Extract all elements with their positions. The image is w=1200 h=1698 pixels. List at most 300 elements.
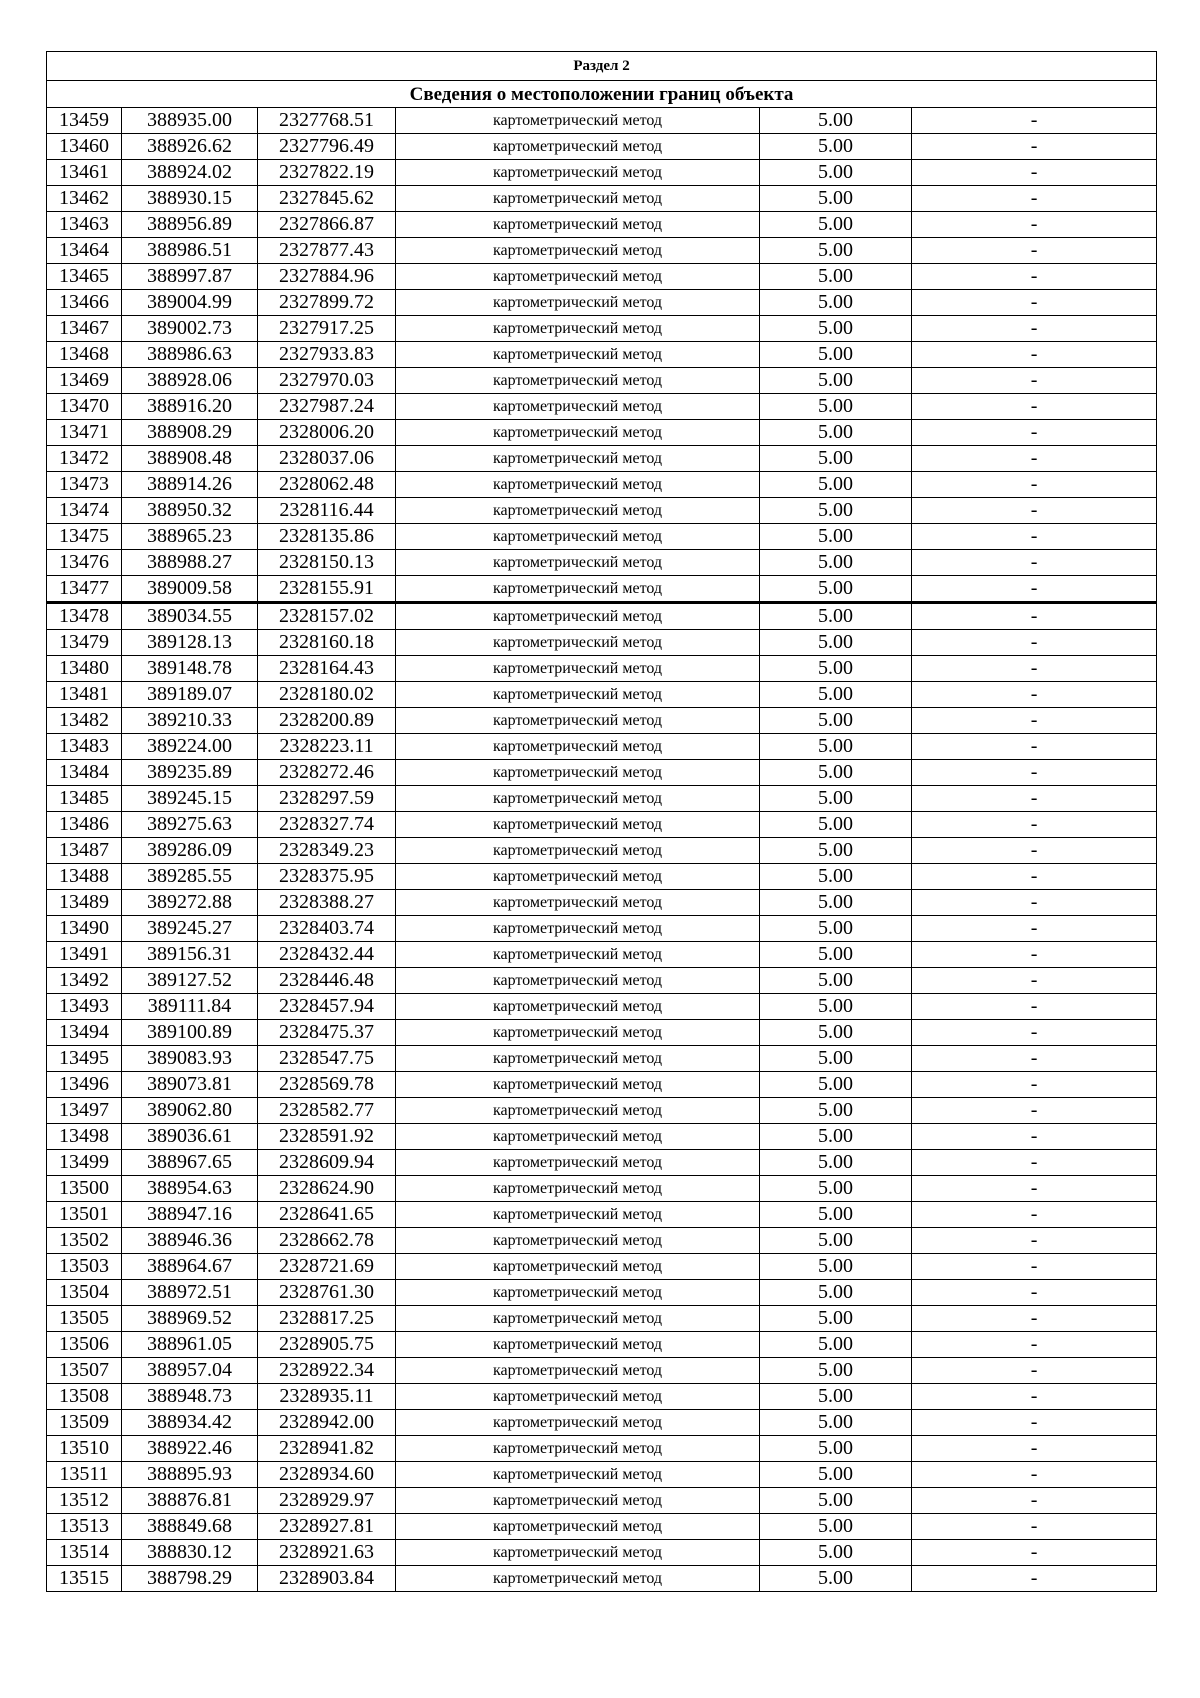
x-coordinate-cell: 388928.06 [122, 368, 258, 394]
accuracy-cell: 5.00 [760, 368, 912, 394]
method-cell: картометрический метод [396, 316, 760, 342]
table-row [47, 1566, 1157, 1592]
accuracy-cell: 5.00 [760, 1202, 912, 1228]
method-cell: картометрический метод [396, 212, 760, 238]
method-cell: картометрический метод [396, 1462, 760, 1488]
description-cell: - [912, 968, 1157, 994]
point-number-cell: 13511 [47, 1462, 122, 1488]
table-row [47, 1176, 1157, 1202]
accuracy-cell: 5.00 [760, 1020, 912, 1046]
description-cell: - [912, 1488, 1157, 1514]
y-coordinate-cell: 2328432.44 [258, 942, 396, 968]
method-cell: картометрический метод [396, 550, 760, 576]
accuracy-cell: 5.00 [760, 890, 912, 916]
accuracy-cell: 5.00 [760, 472, 912, 498]
table-row [47, 838, 1157, 864]
accuracy-cell: 5.00 [760, 942, 912, 968]
accuracy-cell: 5.00 [760, 342, 912, 368]
point-number-cell: 13515 [47, 1566, 122, 1592]
x-coordinate-cell: 388922.46 [122, 1436, 258, 1462]
point-number-cell: 13499 [47, 1150, 122, 1176]
description-cell: - [912, 1436, 1157, 1462]
method-cell: картометрический метод [396, 1228, 760, 1254]
x-coordinate-cell: 388876.81 [122, 1488, 258, 1514]
table-row [47, 734, 1157, 760]
section-title: Раздел 2 [47, 52, 1157, 81]
method-cell: картометрический метод [396, 682, 760, 708]
table-row [47, 1046, 1157, 1072]
y-coordinate-cell: 2328160.18 [258, 630, 396, 656]
table-row [47, 1436, 1157, 1462]
description-cell: - [912, 812, 1157, 838]
accuracy-cell: 5.00 [760, 682, 912, 708]
y-coordinate-cell: 2327987.24 [258, 394, 396, 420]
description-cell: - [912, 1540, 1157, 1566]
point-number-cell: 13484 [47, 760, 122, 786]
point-number-cell: 13485 [47, 786, 122, 812]
description-cell: - [912, 682, 1157, 708]
accuracy-cell: 5.00 [760, 994, 912, 1020]
table-row [47, 472, 1157, 498]
accuracy-cell: 5.00 [760, 916, 912, 942]
accuracy-cell: 5.00 [760, 524, 912, 550]
accuracy-cell: 5.00 [760, 550, 912, 576]
description-cell: - [912, 524, 1157, 550]
description-cell: - [912, 1228, 1157, 1254]
table-row [47, 238, 1157, 264]
y-coordinate-cell: 2327845.62 [258, 186, 396, 212]
accuracy-cell: 5.00 [760, 1462, 912, 1488]
description-cell: - [912, 734, 1157, 760]
accuracy-cell: 5.00 [760, 1436, 912, 1462]
method-cell: картометрический метод [396, 420, 760, 446]
y-coordinate-cell: 2328609.94 [258, 1150, 396, 1176]
table-row [47, 316, 1157, 342]
description-cell: - [912, 864, 1157, 890]
description-cell: - [912, 916, 1157, 942]
point-number-cell: 13477 [47, 576, 122, 603]
x-coordinate-cell: 388947.16 [122, 1202, 258, 1228]
table-row [47, 498, 1157, 524]
method-cell: картометрический метод [396, 368, 760, 394]
y-coordinate-cell: 2328927.81 [258, 1514, 396, 1540]
x-coordinate-cell: 388986.63 [122, 342, 258, 368]
table-row [47, 1462, 1157, 1488]
accuracy-cell: 5.00 [760, 212, 912, 238]
description-cell: - [912, 160, 1157, 186]
x-coordinate-cell: 388969.52 [122, 1306, 258, 1332]
method-cell: картометрический метод [396, 472, 760, 498]
table-row [47, 524, 1157, 550]
x-coordinate-cell: 389062.80 [122, 1098, 258, 1124]
y-coordinate-cell: 2328935.11 [258, 1384, 396, 1410]
y-coordinate-cell: 2327866.87 [258, 212, 396, 238]
accuracy-cell: 5.00 [760, 1280, 912, 1306]
point-number-cell: 13509 [47, 1410, 122, 1436]
y-coordinate-cell: 2328180.02 [258, 682, 396, 708]
x-coordinate-cell: 388908.29 [122, 420, 258, 446]
point-number-cell: 13488 [47, 864, 122, 890]
accuracy-cell: 5.00 [760, 1228, 912, 1254]
accuracy-cell: 5.00 [760, 603, 912, 630]
y-coordinate-cell: 2328905.75 [258, 1332, 396, 1358]
accuracy-cell: 5.00 [760, 1046, 912, 1072]
description-cell: - [912, 1124, 1157, 1150]
accuracy-cell: 5.00 [760, 420, 912, 446]
accuracy-cell: 5.00 [760, 264, 912, 290]
method-cell: картометрический метод [396, 942, 760, 968]
description-cell: - [912, 316, 1157, 342]
y-coordinate-cell: 2328761.30 [258, 1280, 396, 1306]
y-coordinate-cell: 2327877.43 [258, 238, 396, 264]
method-cell: картометрический метод [396, 864, 760, 890]
description-cell: - [912, 550, 1157, 576]
x-coordinate-cell: 388950.32 [122, 498, 258, 524]
point-number-cell: 13463 [47, 212, 122, 238]
x-coordinate-cell: 389245.15 [122, 786, 258, 812]
y-coordinate-cell: 2328388.27 [258, 890, 396, 916]
x-coordinate-cell: 388934.42 [122, 1410, 258, 1436]
x-coordinate-cell: 388957.04 [122, 1358, 258, 1384]
x-coordinate-cell: 388954.63 [122, 1176, 258, 1202]
y-coordinate-cell: 2328164.43 [258, 656, 396, 682]
x-coordinate-cell: 389004.99 [122, 290, 258, 316]
point-number-cell: 13494 [47, 1020, 122, 1046]
x-coordinate-cell: 389245.27 [122, 916, 258, 942]
point-number-cell: 13496 [47, 1072, 122, 1098]
method-cell: картометрический метод [396, 630, 760, 656]
point-number-cell: 13502 [47, 1228, 122, 1254]
description-cell: - [912, 368, 1157, 394]
x-coordinate-cell: 389083.93 [122, 1046, 258, 1072]
method-cell: картометрический метод [396, 1098, 760, 1124]
description-cell: - [912, 576, 1157, 603]
x-coordinate-cell: 388895.93 [122, 1462, 258, 1488]
y-coordinate-cell: 2327768.51 [258, 108, 396, 134]
y-coordinate-cell: 2328942.00 [258, 1410, 396, 1436]
point-number-cell: 13493 [47, 994, 122, 1020]
x-coordinate-cell: 388935.00 [122, 108, 258, 134]
accuracy-cell: 5.00 [760, 1332, 912, 1358]
table-row [47, 446, 1157, 472]
x-coordinate-cell: 389285.55 [122, 864, 258, 890]
description-cell: - [912, 994, 1157, 1020]
point-number-cell: 13514 [47, 1540, 122, 1566]
point-number-cell: 13492 [47, 968, 122, 994]
y-coordinate-cell: 2328934.60 [258, 1462, 396, 1488]
description-cell: - [912, 786, 1157, 812]
x-coordinate-cell: 389189.07 [122, 682, 258, 708]
description-cell: - [912, 342, 1157, 368]
point-number-cell: 13459 [47, 108, 122, 134]
x-coordinate-cell: 388930.15 [122, 186, 258, 212]
description-cell: - [912, 1462, 1157, 1488]
accuracy-cell: 5.00 [760, 1306, 912, 1332]
point-number-cell: 13482 [47, 708, 122, 734]
accuracy-cell: 5.00 [760, 864, 912, 890]
accuracy-cell: 5.00 [760, 1514, 912, 1540]
y-coordinate-cell: 2328624.90 [258, 1176, 396, 1202]
y-coordinate-cell: 2328475.37 [258, 1020, 396, 1046]
table-row [47, 1332, 1157, 1358]
point-number-cell: 13497 [47, 1098, 122, 1124]
y-coordinate-cell: 2328116.44 [258, 498, 396, 524]
point-number-cell: 13491 [47, 942, 122, 968]
table-row [47, 656, 1157, 682]
section-subtitle-row [47, 81, 1157, 108]
point-number-cell: 13495 [47, 1046, 122, 1072]
accuracy-cell: 5.00 [760, 1072, 912, 1098]
table-row [47, 394, 1157, 420]
point-number-cell: 13501 [47, 1202, 122, 1228]
table-row [47, 576, 1157, 603]
point-number-cell: 13466 [47, 290, 122, 316]
point-number-cell: 13505 [47, 1306, 122, 1332]
y-coordinate-cell: 2328903.84 [258, 1566, 396, 1592]
table-row [47, 420, 1157, 446]
x-coordinate-cell: 388849.68 [122, 1514, 258, 1540]
x-coordinate-cell: 388988.27 [122, 550, 258, 576]
x-coordinate-cell: 389156.31 [122, 942, 258, 968]
accuracy-cell: 5.00 [760, 1566, 912, 1592]
y-coordinate-cell: 2328403.74 [258, 916, 396, 942]
method-cell: картометрический метод [396, 1176, 760, 1202]
method-cell: картометрический метод [396, 1488, 760, 1514]
x-coordinate-cell: 389148.78 [122, 656, 258, 682]
description-cell: - [912, 290, 1157, 316]
description-cell: - [912, 890, 1157, 916]
description-cell: - [912, 1358, 1157, 1384]
method-cell: картометрический метод [396, 1280, 760, 1306]
accuracy-cell: 5.00 [760, 1098, 912, 1124]
y-coordinate-cell: 2328155.91 [258, 576, 396, 603]
accuracy-cell: 5.00 [760, 1124, 912, 1150]
point-number-cell: 13465 [47, 264, 122, 290]
method-cell: картометрический метод [396, 1020, 760, 1046]
y-coordinate-cell: 2327822.19 [258, 160, 396, 186]
point-number-cell: 13473 [47, 472, 122, 498]
x-coordinate-cell: 388924.02 [122, 160, 258, 186]
method-cell: картометрический метод [396, 890, 760, 916]
table-row [47, 1358, 1157, 1384]
y-coordinate-cell: 2328582.77 [258, 1098, 396, 1124]
accuracy-cell: 5.00 [760, 1384, 912, 1410]
description-cell: - [912, 238, 1157, 264]
y-coordinate-cell: 2328591.92 [258, 1124, 396, 1150]
method-cell: картометрический метод [396, 760, 760, 786]
x-coordinate-cell: 389036.61 [122, 1124, 258, 1150]
description-cell: - [912, 1384, 1157, 1410]
point-number-cell: 13474 [47, 498, 122, 524]
method-cell: картометрический метод [396, 1332, 760, 1358]
table-row [47, 1124, 1157, 1150]
y-coordinate-cell: 2328941.82 [258, 1436, 396, 1462]
accuracy-cell: 5.00 [760, 760, 912, 786]
y-coordinate-cell: 2328375.95 [258, 864, 396, 890]
accuracy-cell: 5.00 [760, 446, 912, 472]
description-cell: - [912, 108, 1157, 134]
table-row [47, 1020, 1157, 1046]
x-coordinate-cell: 388967.65 [122, 1150, 258, 1176]
y-coordinate-cell: 2328457.94 [258, 994, 396, 1020]
table-row [47, 760, 1157, 786]
accuracy-cell: 5.00 [760, 708, 912, 734]
description-cell: - [912, 212, 1157, 238]
method-cell: картометрический метод [396, 968, 760, 994]
method-cell: картометрический метод [396, 238, 760, 264]
y-coordinate-cell: 2327933.83 [258, 342, 396, 368]
method-cell: картометрический метод [396, 1150, 760, 1176]
y-coordinate-cell: 2328922.34 [258, 1358, 396, 1384]
method-cell: картометрический метод [396, 290, 760, 316]
y-coordinate-cell: 2328569.78 [258, 1072, 396, 1098]
description-cell: - [912, 838, 1157, 864]
method-cell: картометрический метод [396, 1514, 760, 1540]
table-row [47, 1306, 1157, 1332]
x-coordinate-cell: 389002.73 [122, 316, 258, 342]
y-coordinate-cell: 2327884.96 [258, 264, 396, 290]
accuracy-cell: 5.00 [760, 838, 912, 864]
table-row [47, 630, 1157, 656]
method-cell: картометрический метод [396, 446, 760, 472]
x-coordinate-cell: 389275.63 [122, 812, 258, 838]
point-number-cell: 13469 [47, 368, 122, 394]
x-coordinate-cell: 389235.89 [122, 760, 258, 786]
x-coordinate-cell: 388946.36 [122, 1228, 258, 1254]
table-row [47, 1098, 1157, 1124]
table-row [47, 708, 1157, 734]
y-coordinate-cell: 2328662.78 [258, 1228, 396, 1254]
description-cell: - [912, 630, 1157, 656]
point-number-cell: 13508 [47, 1384, 122, 1410]
x-coordinate-cell: 388965.23 [122, 524, 258, 550]
accuracy-cell: 5.00 [760, 108, 912, 134]
description-cell: - [912, 420, 1157, 446]
method-cell: картометрический метод [396, 812, 760, 838]
description-cell: - [912, 472, 1157, 498]
section-header-row [47, 52, 1157, 81]
description-cell: - [912, 1098, 1157, 1124]
table-row [47, 968, 1157, 994]
table-row [47, 890, 1157, 916]
description-cell: - [912, 264, 1157, 290]
description-cell: - [912, 1566, 1157, 1592]
y-coordinate-cell: 2328135.86 [258, 524, 396, 550]
point-number-cell: 13512 [47, 1488, 122, 1514]
point-number-cell: 13481 [47, 682, 122, 708]
method-cell: картометрический метод [396, 1540, 760, 1566]
table-row [47, 212, 1157, 238]
y-coordinate-cell: 2328327.74 [258, 812, 396, 838]
accuracy-cell: 5.00 [760, 786, 912, 812]
method-cell: картометрический метод [396, 734, 760, 760]
table-row [47, 1384, 1157, 1410]
description-cell: - [912, 1150, 1157, 1176]
x-coordinate-cell: 389073.81 [122, 1072, 258, 1098]
accuracy-cell: 5.00 [760, 734, 912, 760]
description-cell: - [912, 394, 1157, 420]
y-coordinate-cell: 2327970.03 [258, 368, 396, 394]
description-cell: - [912, 1332, 1157, 1358]
x-coordinate-cell: 388972.51 [122, 1280, 258, 1306]
method-cell: картометрический метод [396, 186, 760, 212]
table-row [47, 682, 1157, 708]
y-coordinate-cell: 2328157.02 [258, 603, 396, 630]
table-row [47, 550, 1157, 576]
description-cell: - [912, 446, 1157, 472]
table-row [47, 786, 1157, 812]
x-coordinate-cell: 388916.20 [122, 394, 258, 420]
method-cell: картометрический метод [396, 264, 760, 290]
table-row [47, 1254, 1157, 1280]
description-cell: - [912, 1072, 1157, 1098]
description-cell: - [912, 760, 1157, 786]
table-row [47, 1514, 1157, 1540]
x-coordinate-cell: 388798.29 [122, 1566, 258, 1592]
method-cell: картометрический метод [396, 108, 760, 134]
x-coordinate-cell: 389127.52 [122, 968, 258, 994]
point-number-cell: 13483 [47, 734, 122, 760]
method-cell: картометрический метод [396, 524, 760, 550]
table-row [47, 1488, 1157, 1514]
table-row [47, 134, 1157, 160]
table-row [47, 368, 1157, 394]
y-coordinate-cell: 2328150.13 [258, 550, 396, 576]
accuracy-cell: 5.00 [760, 1410, 912, 1436]
point-number-cell: 13504 [47, 1280, 122, 1306]
point-number-cell: 13470 [47, 394, 122, 420]
table-row [47, 1202, 1157, 1228]
y-coordinate-cell: 2328200.89 [258, 708, 396, 734]
point-number-cell: 13471 [47, 420, 122, 446]
point-number-cell: 13507 [47, 1358, 122, 1384]
x-coordinate-cell: 388914.26 [122, 472, 258, 498]
method-cell: картометрический метод [396, 1384, 760, 1410]
accuracy-cell: 5.00 [760, 134, 912, 160]
table-row [47, 994, 1157, 1020]
method-cell: картометрический метод [396, 498, 760, 524]
y-coordinate-cell: 2327899.72 [258, 290, 396, 316]
table-row [47, 1410, 1157, 1436]
method-cell: картометрический метод [396, 160, 760, 186]
method-cell: картометрический метод [396, 838, 760, 864]
x-coordinate-cell: 389111.84 [122, 994, 258, 1020]
method-cell: картометрический метод [396, 342, 760, 368]
accuracy-cell: 5.00 [760, 316, 912, 342]
method-cell: картометрический метод [396, 1436, 760, 1462]
y-coordinate-cell: 2328721.69 [258, 1254, 396, 1280]
table-row [47, 1150, 1157, 1176]
x-coordinate-cell: 388997.87 [122, 264, 258, 290]
table-row [47, 290, 1157, 316]
y-coordinate-cell: 2328446.48 [258, 968, 396, 994]
accuracy-cell: 5.00 [760, 160, 912, 186]
accuracy-cell: 5.00 [760, 656, 912, 682]
method-cell: картометрический метод [396, 656, 760, 682]
y-coordinate-cell: 2327796.49 [258, 134, 396, 160]
method-cell: картометрический метод [396, 994, 760, 1020]
point-number-cell: 13506 [47, 1332, 122, 1358]
accuracy-cell: 5.00 [760, 576, 912, 603]
description-cell: - [912, 1306, 1157, 1332]
x-coordinate-cell: 389009.58 [122, 576, 258, 603]
x-coordinate-cell: 388964.67 [122, 1254, 258, 1280]
method-cell: картометрический метод [396, 1566, 760, 1592]
description-cell: - [912, 186, 1157, 212]
description-cell: - [912, 498, 1157, 524]
method-cell: картометрический метод [396, 1254, 760, 1280]
method-cell: картометрический метод [396, 576, 760, 603]
